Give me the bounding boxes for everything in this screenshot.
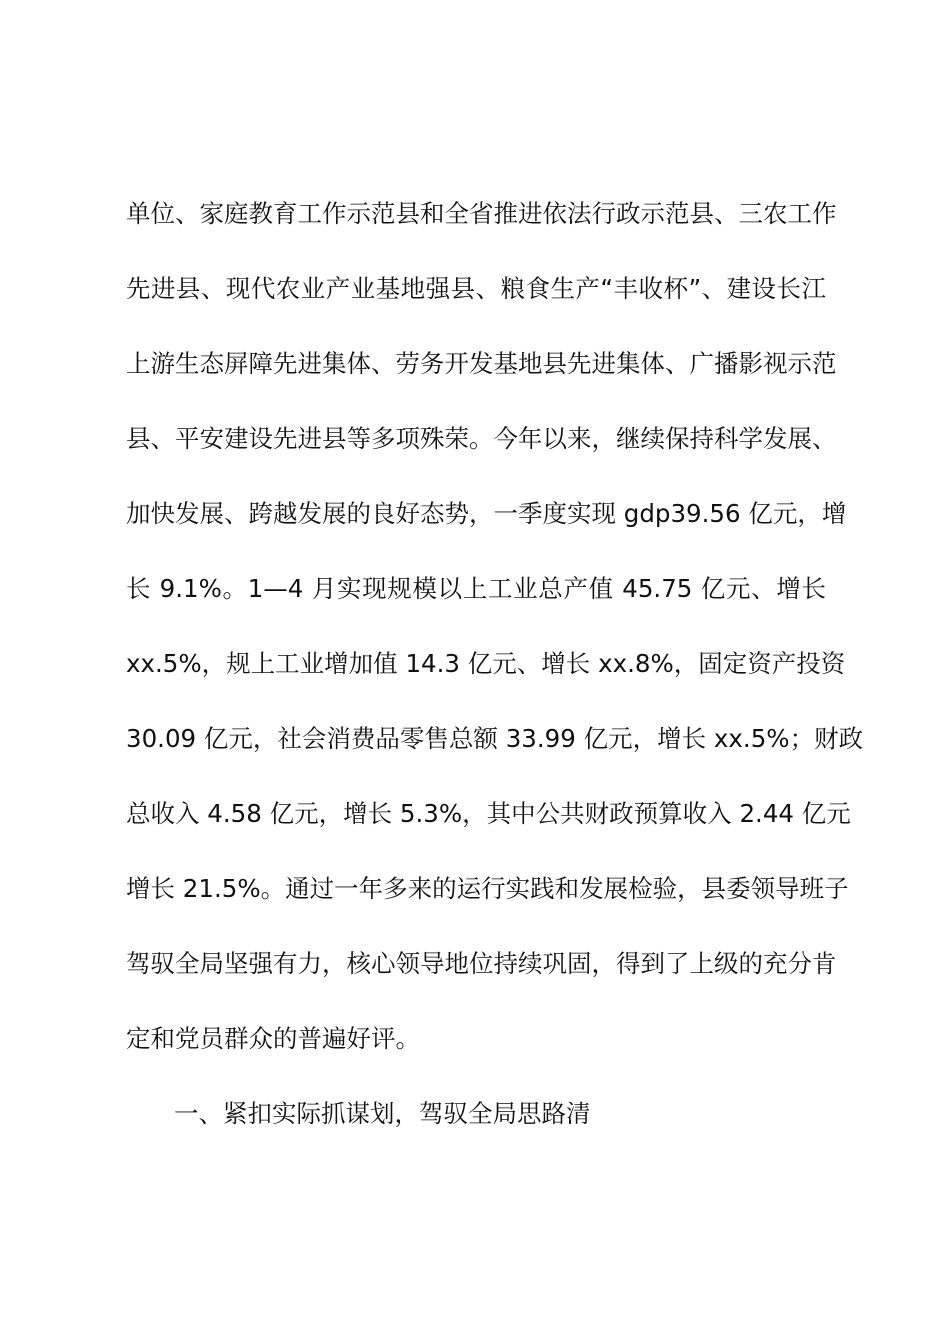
paragraph-line: 单位、家庭教育工作示范县和全省推进依法行政示范县、三农工作 xyxy=(126,199,837,228)
paragraph-line: 增长 21.5%。通过一年多来的运行实践和发展检验，县委领导班子 xyxy=(126,874,849,903)
paragraph-line: 驾驭全局坚强有力，核心领导地位持续巩固，得到了上级的充分肯 xyxy=(126,949,837,978)
paragraph-line: 30.09 亿元，社会消费品零售总额 33.99 亿元，增长 xx.5%；财政 xyxy=(126,724,864,753)
paragraph-line: 上游生态屏障先进集体、劳务开发基地县先进集体、广播影视示范 xyxy=(126,349,837,378)
section-heading: 一、紧扣实际抓谋划，驾驭全局思路清 xyxy=(174,1099,591,1128)
paragraph-line: xx.5%，规上工业增加值 14.3 亿元、增长 xx.8%，固定资产投资 xyxy=(126,649,846,678)
paragraph-line: 长 9.1%。1—4 月实现规模以上工业总产值 45.75 亿元、增长 xyxy=(126,574,826,603)
paragraph-line: 县、平安建设先进县等多项殊荣。今年以来，继续保持科学发展、 xyxy=(126,424,837,453)
paragraph-line: 定和党员群众的普遍好评。 xyxy=(126,1024,420,1053)
paragraph-line: 总收入 4.58 亿元，增长 5.3%，其中公共财政预算收入 2.44 亿元 xyxy=(126,799,851,828)
body-text xyxy=(126,194,864,1169)
paragraph-line: 先进县、现代农业产业基地强县、粮食生产“丰收杯”、建设长江 xyxy=(126,274,826,303)
paragraph-line: 加快发展、跨越发展的良好态势，一季度实现 gdp39.56 亿元，增 xyxy=(126,499,847,528)
